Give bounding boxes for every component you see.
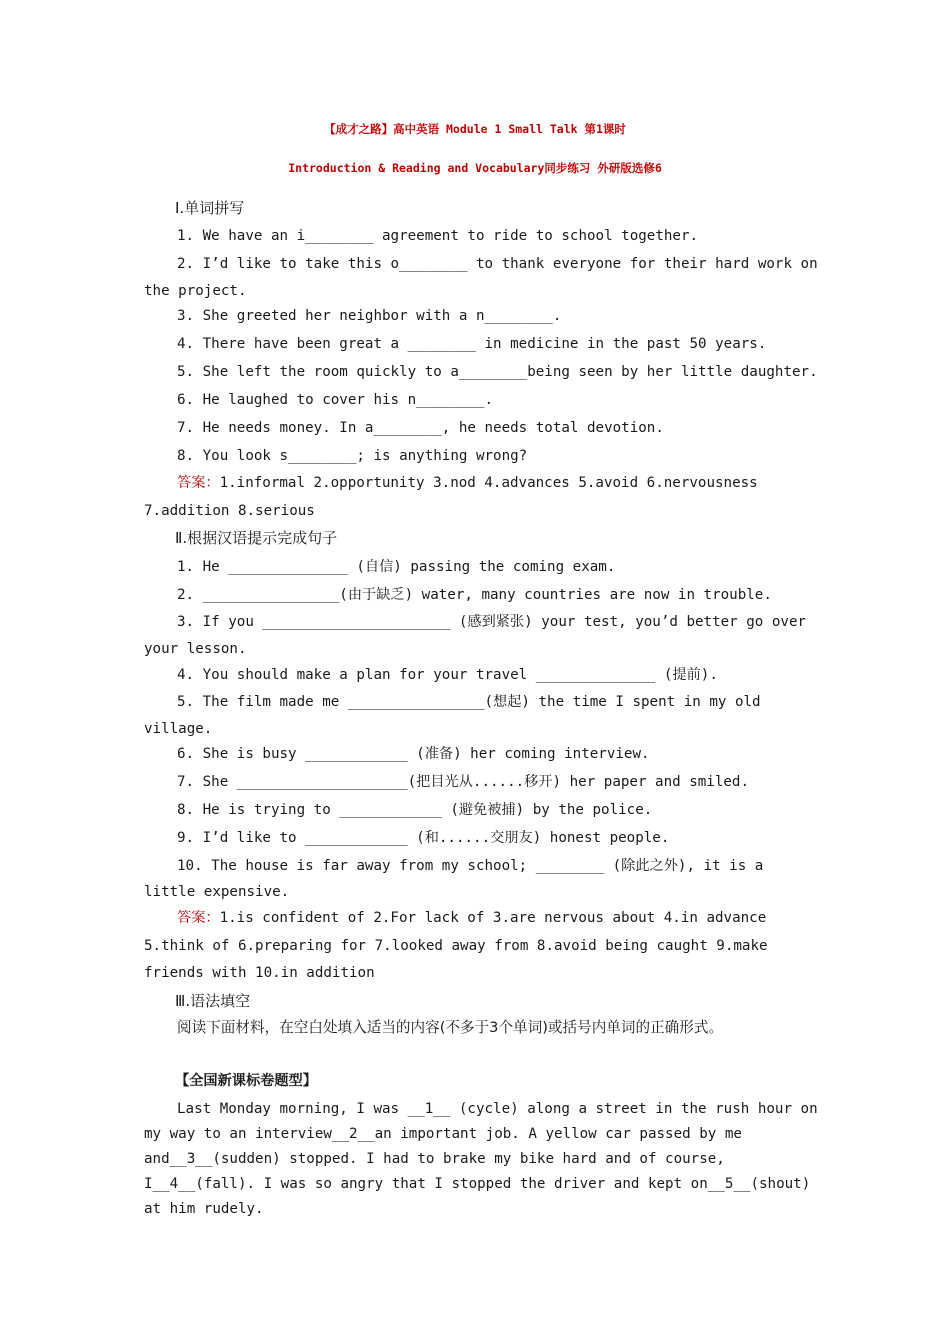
question-text: 3. If you ______________________ (感到紧张) your test, you’d better go over [177, 614, 807, 630]
question-text: 3. She greeted her neighbor with a n________. [177, 308, 562, 324]
passage-line: and__3__(sudden) stopped. I had to brake my bike hard and of course, [144, 1151, 725, 1167]
question-text: 8. You look s________; is anything wrong? [177, 448, 528, 464]
document-title-line-2: Introduction & Reading and Vocabulary同步练习 外研版选修6 [288, 161, 662, 175]
question-text: 2. ________________(由于缺乏) water, many countries are now in trouble. [177, 587, 772, 603]
section-3-heading: Ⅲ.语法填空 [175, 992, 251, 1010]
answer-text: 1.is confident of 2.For lack of 3.are nervous about 4.in advance [219, 910, 767, 926]
answer-text: 5.think of 6.preparing for 7.looked away from 8.avoid being caught 9.make [144, 938, 768, 954]
question-text: 5. The film made me ________________(想起) the time I spent in my old [177, 694, 761, 710]
question-text: 6. He laughed to cover his n________. [177, 392, 494, 408]
document-title-line-1: 【成才之路】高中英语 Module 1 Small Talk 第1课时 [324, 122, 626, 136]
question-text: 4. There have been great a ________ in medicine in the past 50 years. [177, 336, 767, 352]
answer-text: 1.informal 2.opportunity 3.nod 4.advances 5.avoid 6.nervousness [219, 475, 758, 491]
answer-text: 7.addition 8.serious [144, 503, 315, 519]
question-text: 5. She left the room quickly to a________being seen by her little daughter. [177, 364, 818, 380]
question-text: 10. The house is far away from my school; ________ (除此之外), it is a [177, 858, 764, 874]
answer-text: friends with 10.in addition [144, 965, 375, 981]
question-text: 7. He needs money. In a________, he needs total devotion. [177, 420, 664, 436]
question-text: 1. We have an i________ agreement to ride to school together. [177, 228, 699, 244]
question-text: 4. You should make a plan for your travel ______________ (提前). [177, 667, 718, 683]
question-text: 1. He ______________ (自信) passing the coming exam. [177, 559, 616, 575]
answer-label: 答案： [177, 475, 220, 491]
section-3-instruction: 阅读下面材料，在空白处填入适当的内容(不多于3个单词)或括号内单词的正确形式。 [177, 1019, 724, 1036]
question-text: 7. She ____________________(把目光从......移开) her paper and smiled. [177, 774, 749, 790]
answer-line [177, 473, 758, 493]
question-text: 9. I’d like to ____________ (和......交朋友) honest people. [177, 830, 670, 846]
passage-line: at him rudely. [144, 1201, 264, 1217]
passage-line: Last Monday morning, I was __1__ (cycle) along a street in the rush hour on [177, 1101, 818, 1117]
question-text: little expensive. [144, 884, 290, 900]
question-text: 8. He is trying to ____________ (避免被捕) by the police. [177, 802, 653, 818]
question-text: the project. [144, 283, 247, 299]
answer-label: 答案： [177, 910, 220, 926]
question-text: 2. I’d like to take this o________ to thank everyone for their hard work on [177, 256, 818, 272]
passage-line: my way to an interview__2__an important job. A yellow car passed by me [144, 1126, 742, 1142]
section-1-heading: Ⅰ.单词拼写 [175, 199, 245, 217]
answer-line [177, 908, 766, 928]
section-2-heading: Ⅱ.根据汉语提示完成句子 [175, 529, 338, 547]
question-text: your lesson. [144, 641, 247, 657]
passage-line: I__4__(fall). I was so angry that I stopped the driver and kept on__5__(shout) [144, 1176, 811, 1192]
question-text: village. [144, 721, 213, 737]
section-3-subheading: 【全国新课标卷题型】 [175, 1073, 317, 1089]
question-text: 6. She is busy ____________ (准备) her coming interview. [177, 746, 650, 762]
